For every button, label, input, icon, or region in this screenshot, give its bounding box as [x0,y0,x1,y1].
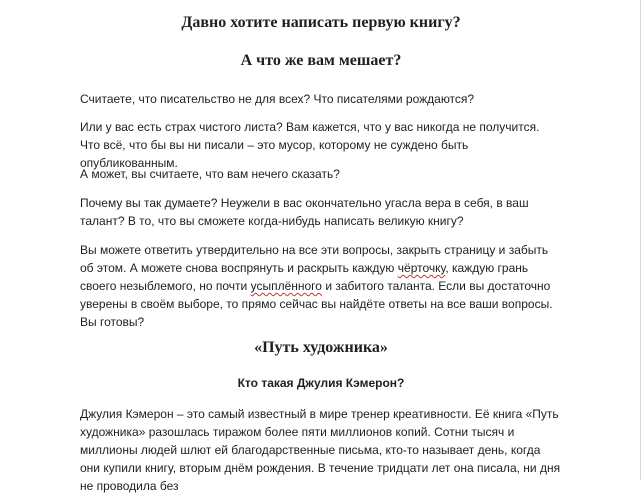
paragraph-1: Считаете, что писательство не для всех? Что писателями рождаются? [80,92,475,106]
sub-heading: А что же вам мешает? [240,52,402,69]
paragraph-4: Почему вы так думаете? Неужели в вас окончательно угасла вера в себя, в ваш талант? В то, что вы сможете когда-нибудь написать великую книгу? [80,196,529,228]
book-heading: «Путь художника» [254,339,388,356]
main-heading: Давно хотите написать первую книгу? [181,14,461,31]
paragraph-2: Или у вас есть страх чистого листа? Вам кажется, что у вас никогда не получится. Что всё, что бы вы ни писали – это мусор, которому не суждено быть опубликованным. [80,120,540,170]
spellcheck-word-1[interactable]: чёрточку [397,261,446,275]
paragraph-5-part-1: Вы можете ответить утвердительно на все эти вопросы, закрыть страницу и забыть об этом. А можете снова воспрянуть и раскрыть каждую [80,243,549,275]
spellcheck-word-2[interactable]: усыплённого [250,279,322,293]
paragraph-3: А может, вы считаете, что вам нечего сказать? [80,167,340,181]
paragraph-5-part-2: , каждую грань своего незыблемого, но почти [80,261,529,293]
paragraph-5-part-3: и забитого таланта. Если вы достаточно уверены в своём выборе, то прямо сейчас вы найдёте ответы на все ваши вопросы. Вы готовы? [80,279,553,329]
paragraph-5 [80,241,562,331]
author-heading: Кто такая Джулия Кэмерон? [237,376,405,390]
paragraph-6: Джулия Кэмерон – это самый известный в мире тренер креативности. Её книга «Путь художника» разошлась тиражом более пяти миллионов копий. Сотни тысяч и миллионы людей шлют ей благодарственные письма, кто-то называет день, когда они купили книгу, вторым днём рождения. В течение тридцати лет она писала, ни дня не проводила без [80,407,561,493]
